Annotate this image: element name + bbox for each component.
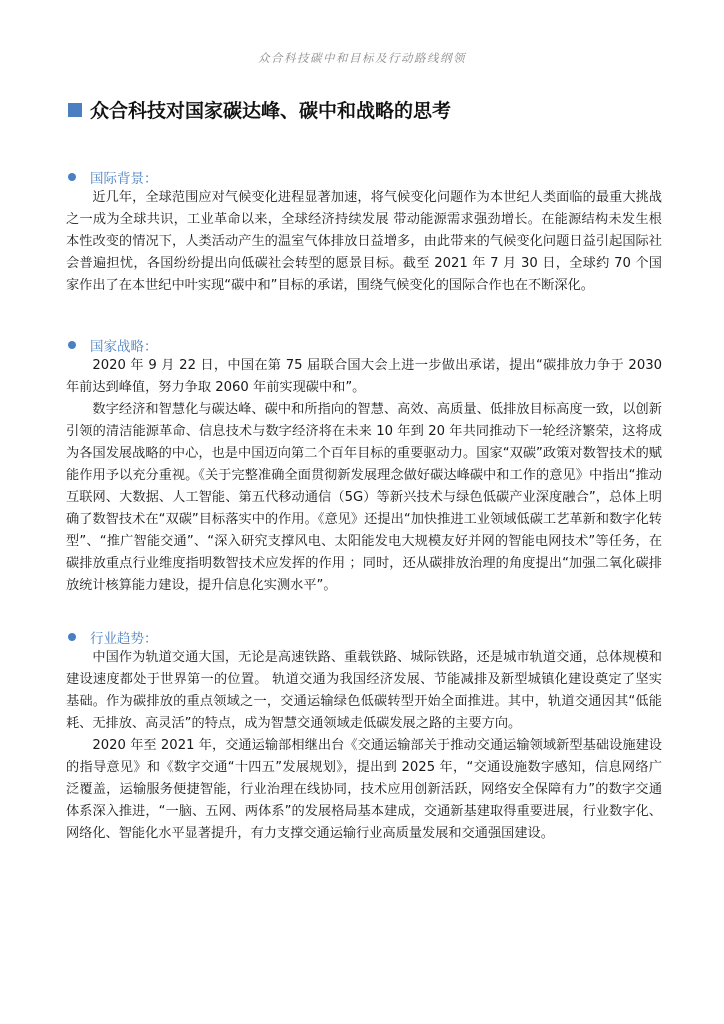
bullet-icon (68, 341, 76, 349)
paragraph: 近几年，全球范围应对气候变化进程显著加速，将气候变化问题作为本世纪人类面临的最重大挑战之一成为全球共识，工业革命以来，全球经济持续发展 带动能源需求强劲增长。在能源结构未发生根本性改变的情况下，人类活动产生的温室气体排放日益增多，由此带来的气候变化问题日益引起国际社会普遍担忧，各国纷纷提出向低碳社会转型的愿景目标。截至 2021 年 7 月 30 日，全球约 70 个国家作出了在本世纪中叶实现“碳中和”目标的承诺，围绕气候变化的国际合作也在不断深化。 (66, 190, 662, 293)
bullet-icon (68, 173, 76, 181)
page-title: 众合科技对国家碳达峰、碳中和战略的思考 (90, 100, 452, 122)
paragraph: 数字经济和智慧化与碳达峰、碳中和所指向的智慧、高效、高质量、低排放目标高度一致，以创新引领的清洁能源革命、信息技术与数字经济将在未来 10 年到 20 年共同推动下一轮经济繁荣，这将成为各国发展战略的中心，也是中国迈向第二个百年目标的重要驱动力。国家“双碳”政策对数智技术的赋能作用予以充分重视。《关于完整准确全面贯彻新发展理念做好碳达峰碳中和工作的意见》中指出“推动互联网、大数据、人工智能、第五代移动通信（5G）等新兴技术与绿色低碳产业深度融合”，总体上明确了数智技术在“双碳”目标落实中的作用。《意见》还提出“加快推进工业领域低碳工艺革新和数字化转型”、“推广智能交通”、“深入研究支撑风电、太阳能发电大规模友好并网的智能电网技术”等任务，在碳排放重点行业维度指明数智技术应发挥的作用 ；同时，还从碳排放治理的角度提出“加强二氧化碳排放统计核算能力建设，提升信息化实测水平”。 (66, 402, 662, 593)
paragraph: 中国作为轨道交通大国，无论是高速铁路、重载铁路、城际铁路，还是城市轨道交通，总体规模和建设速度都处于世界第一的位置。 轨道交通为我国经济发展、节能减排及新型城镇化建设奠定了坚实基础。作为碳排放的重点领域之一，交通运输绿色低碳转型开始全面推进。其中，轨道交通因其“低能耗、无排放、高灵活”的特点，成为智慧交通领域走低碳发展之路的主要方向。 (66, 650, 662, 731)
section-label: 国际背景： (90, 171, 158, 187)
bullet-icon (68, 633, 76, 641)
section-national-strategy (66, 335, 662, 597)
title-square-icon (68, 103, 82, 117)
paragraph: 2020 年 9 月 22 日，中国在第 75 届联合国大会上进一步做出承诺，提出“碳排放力争于 2030 年前达到峰值，努力争取 2060 年前实现碳中和”。 (66, 358, 662, 395)
section-title (68, 96, 451, 123)
paragraph: 2020 年至 2021 年，交通运输部相继出台《交通运输部关于推动交通运输领域新型基础设施建设的指导意见》和《数字交通“十四五”发展规划》，提出到 2025 年，“交通设施数字感知，信息网络广泛覆盖，运输服务便捷智能，行业治理在线协同，技术应用创新活跃，网络安全保障有力”的数字交通体系深入推进，“一脑、五网、两体系”的发展格局基本建成，交通新基建取得重要进展，行业数字化、网络化、智能化水平显著提升，有力支撑交通运输行业高质量发展和交通强国建设。 (66, 738, 662, 841)
running-header: 众合科技碳中和目标及行动路线纲领 (258, 51, 466, 65)
section-international-background (66, 167, 662, 297)
section-industry-trend (66, 627, 662, 845)
section-label: 行业趋势： (90, 631, 158, 647)
section-label: 国家战略： (90, 339, 158, 355)
